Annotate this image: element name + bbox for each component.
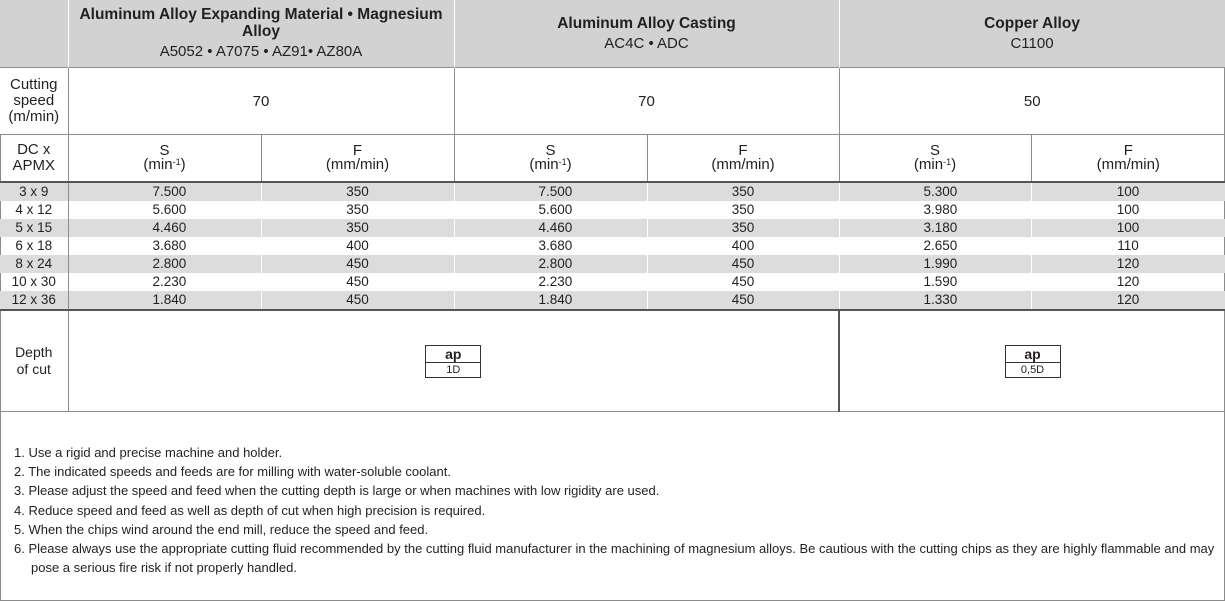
- s-value: 1.330: [839, 291, 1031, 310]
- table-row: [0, 255, 1225, 273]
- s-value: 5.600: [454, 201, 647, 219]
- f-value: 450: [261, 255, 454, 273]
- f-value: 350: [261, 219, 454, 237]
- s-value: 1.840: [454, 291, 647, 310]
- note-item: 3. Please adjust the speed and feed when the cutting depth is large or when machines with low rigidity are used.: [14, 483, 660, 499]
- ap-label: ap: [1006, 346, 1060, 363]
- material-codes: A5052 • A7075 • AZ91• AZ80A: [159, 43, 363, 60]
- table-row: [0, 182, 1225, 201]
- s-unit: $(\min^{-1})$: [529, 156, 572, 173]
- s-header: [454, 135, 647, 183]
- f-value: 120: [1031, 255, 1225, 273]
- f-value: 450: [261, 291, 454, 310]
- f-unit: (mm/min): [325, 156, 390, 173]
- s-value: 2.230: [454, 273, 647, 291]
- s-value: 2.650: [839, 237, 1031, 255]
- cutting-speed-label: [0, 68, 68, 135]
- depth-label-line2: of cut: [16, 361, 51, 377]
- ap-value: 1D: [446, 363, 461, 376]
- cutting-speed-value: 50: [839, 68, 1225, 135]
- material-header-aluminum-casting: [454, 0, 839, 68]
- material-name: Aluminum Alloy Expanding Material • Magnesium Alloy: [79, 6, 443, 40]
- s-unit: $(\min^{-1})$: [913, 156, 957, 173]
- material-codes: AC4C • ADC: [604, 34, 689, 52]
- f-value: 450: [647, 255, 839, 273]
- s-value: 5.600: [68, 201, 261, 219]
- cutting-speed-value: 70: [68, 68, 454, 135]
- f-header: [647, 135, 839, 183]
- f-unit: (mm/min): [711, 156, 775, 173]
- f-value: 120: [1031, 291, 1225, 310]
- dc-cell: 8 x 24: [0, 255, 68, 273]
- cutting-speed-label-line1: Cutting: [9, 76, 58, 93]
- note-item: 5. When the chips wind around the end mill, reduce the speed and feed.: [14, 521, 429, 537]
- table-row: [0, 291, 1225, 310]
- cutting-speed-label-line3: (m/min): [8, 108, 60, 125]
- f-value: 350: [647, 182, 839, 201]
- s-value: 1.590: [839, 273, 1031, 291]
- notes-list: [14, 443, 1219, 577]
- s-header: [68, 135, 261, 183]
- s-value: 3.680: [454, 237, 647, 255]
- f-value: 350: [261, 201, 454, 219]
- table-row: [0, 219, 1225, 237]
- ap-label: ap: [426, 346, 480, 363]
- s-label: S: [545, 142, 556, 159]
- material-name: Copper Alloy: [984, 14, 1080, 32]
- s-value: 3.180: [839, 219, 1031, 237]
- f-value: 450: [647, 291, 839, 310]
- s-value: 4.460: [68, 219, 261, 237]
- material-codes: C1100: [1010, 34, 1054, 52]
- f-value: 450: [261, 273, 454, 291]
- s-header: [839, 135, 1031, 183]
- depth-of-cut-copper: [839, 310, 1225, 412]
- dc-cell: 3 x 9: [0, 182, 68, 201]
- table-row: [0, 201, 1225, 219]
- note-item: 4. Reduce speed and feed as well as depth of cut when high precision is required.: [14, 502, 486, 518]
- depth-of-cut-row: [0, 310, 1225, 412]
- f-header: [261, 135, 454, 183]
- f-label: F: [1123, 142, 1133, 159]
- f-value: 110: [1031, 237, 1225, 255]
- depth-label-line1: Depth: [15, 344, 53, 360]
- dc-apmx-label: [0, 135, 68, 183]
- s-value: 5.300: [839, 182, 1031, 201]
- s-value: 2.800: [454, 255, 647, 273]
- table-row: [0, 273, 1225, 291]
- material-header-aluminum-expanding: [68, 0, 454, 68]
- depth-of-cut-label: [0, 310, 68, 412]
- f-label: F: [352, 142, 363, 159]
- s-unit: $(\min^{-1})$: [143, 156, 186, 173]
- f-value: 400: [647, 237, 839, 255]
- f-value: 350: [647, 219, 839, 237]
- f-header: [1031, 135, 1225, 183]
- f-value: 450: [647, 273, 839, 291]
- apmx-label: APMX: [12, 157, 55, 174]
- material-header-row: [0, 0, 1225, 68]
- dc-cell: 5 x 15: [0, 219, 68, 237]
- note-item: 2. The indicated speeds and feeds are for milling with water-soluble coolant.: [14, 464, 451, 480]
- material-name: Aluminum Alloy Casting: [557, 14, 736, 32]
- dc-cell: 4 x 12: [0, 201, 68, 219]
- table-row: [0, 237, 1225, 255]
- f-value: 350: [261, 182, 454, 201]
- f-value: 120: [1031, 273, 1225, 291]
- s-label: S: [930, 142, 941, 159]
- s-value: 7.500: [68, 182, 261, 201]
- dc-cell: 10 x 30: [0, 273, 68, 291]
- s-value: 4.460: [454, 219, 647, 237]
- header-corner-cell: [0, 0, 68, 68]
- f-unit: (mm/min): [1096, 156, 1160, 173]
- s-value: 3.980: [839, 201, 1031, 219]
- s-value: 2.230: [68, 273, 261, 291]
- note-item: 1. Use a rigid and precise machine and holder.: [14, 445, 283, 460]
- f-value: 100: [1031, 201, 1225, 219]
- ap-box: [1005, 345, 1061, 378]
- note-item: 6. Please always use the appropriate cutting fluid recommended by the cutting fluid manufacturer in the machining of magnesium alloys. Be cautious with the cutting chips as they are highly flammable and may pose a serious fire risk if not properly handled.: [14, 541, 1215, 576]
- f-label: F: [738, 142, 748, 159]
- cutting-speed-row: [0, 68, 1225, 135]
- f-value: 100: [1031, 182, 1225, 201]
- s-value: 3.680: [68, 237, 261, 255]
- f-value: 400: [261, 237, 454, 255]
- dc-cell: 6 x 18: [0, 237, 68, 255]
- cutting-speed-label-line2: speed: [13, 92, 55, 109]
- dc-label: DC x: [17, 141, 51, 158]
- f-value: 350: [647, 201, 839, 219]
- s-value: 7.500: [454, 182, 647, 201]
- f-value: 100: [1031, 219, 1225, 237]
- ap-value: 0,5D: [1020, 363, 1045, 376]
- s-value: 2.800: [68, 255, 261, 273]
- depth-of-cut-aluminum: [68, 310, 839, 412]
- material-header-copper: [839, 0, 1225, 68]
- s-value: 1.990: [839, 255, 1031, 273]
- s-label: S: [159, 142, 170, 159]
- s-value: 1.840: [68, 291, 261, 310]
- column-subheader-row: [0, 135, 1225, 183]
- ap-box: [425, 345, 481, 378]
- dc-cell: 12 x 36: [0, 291, 68, 310]
- cutting-speed-value: 70: [454, 68, 839, 135]
